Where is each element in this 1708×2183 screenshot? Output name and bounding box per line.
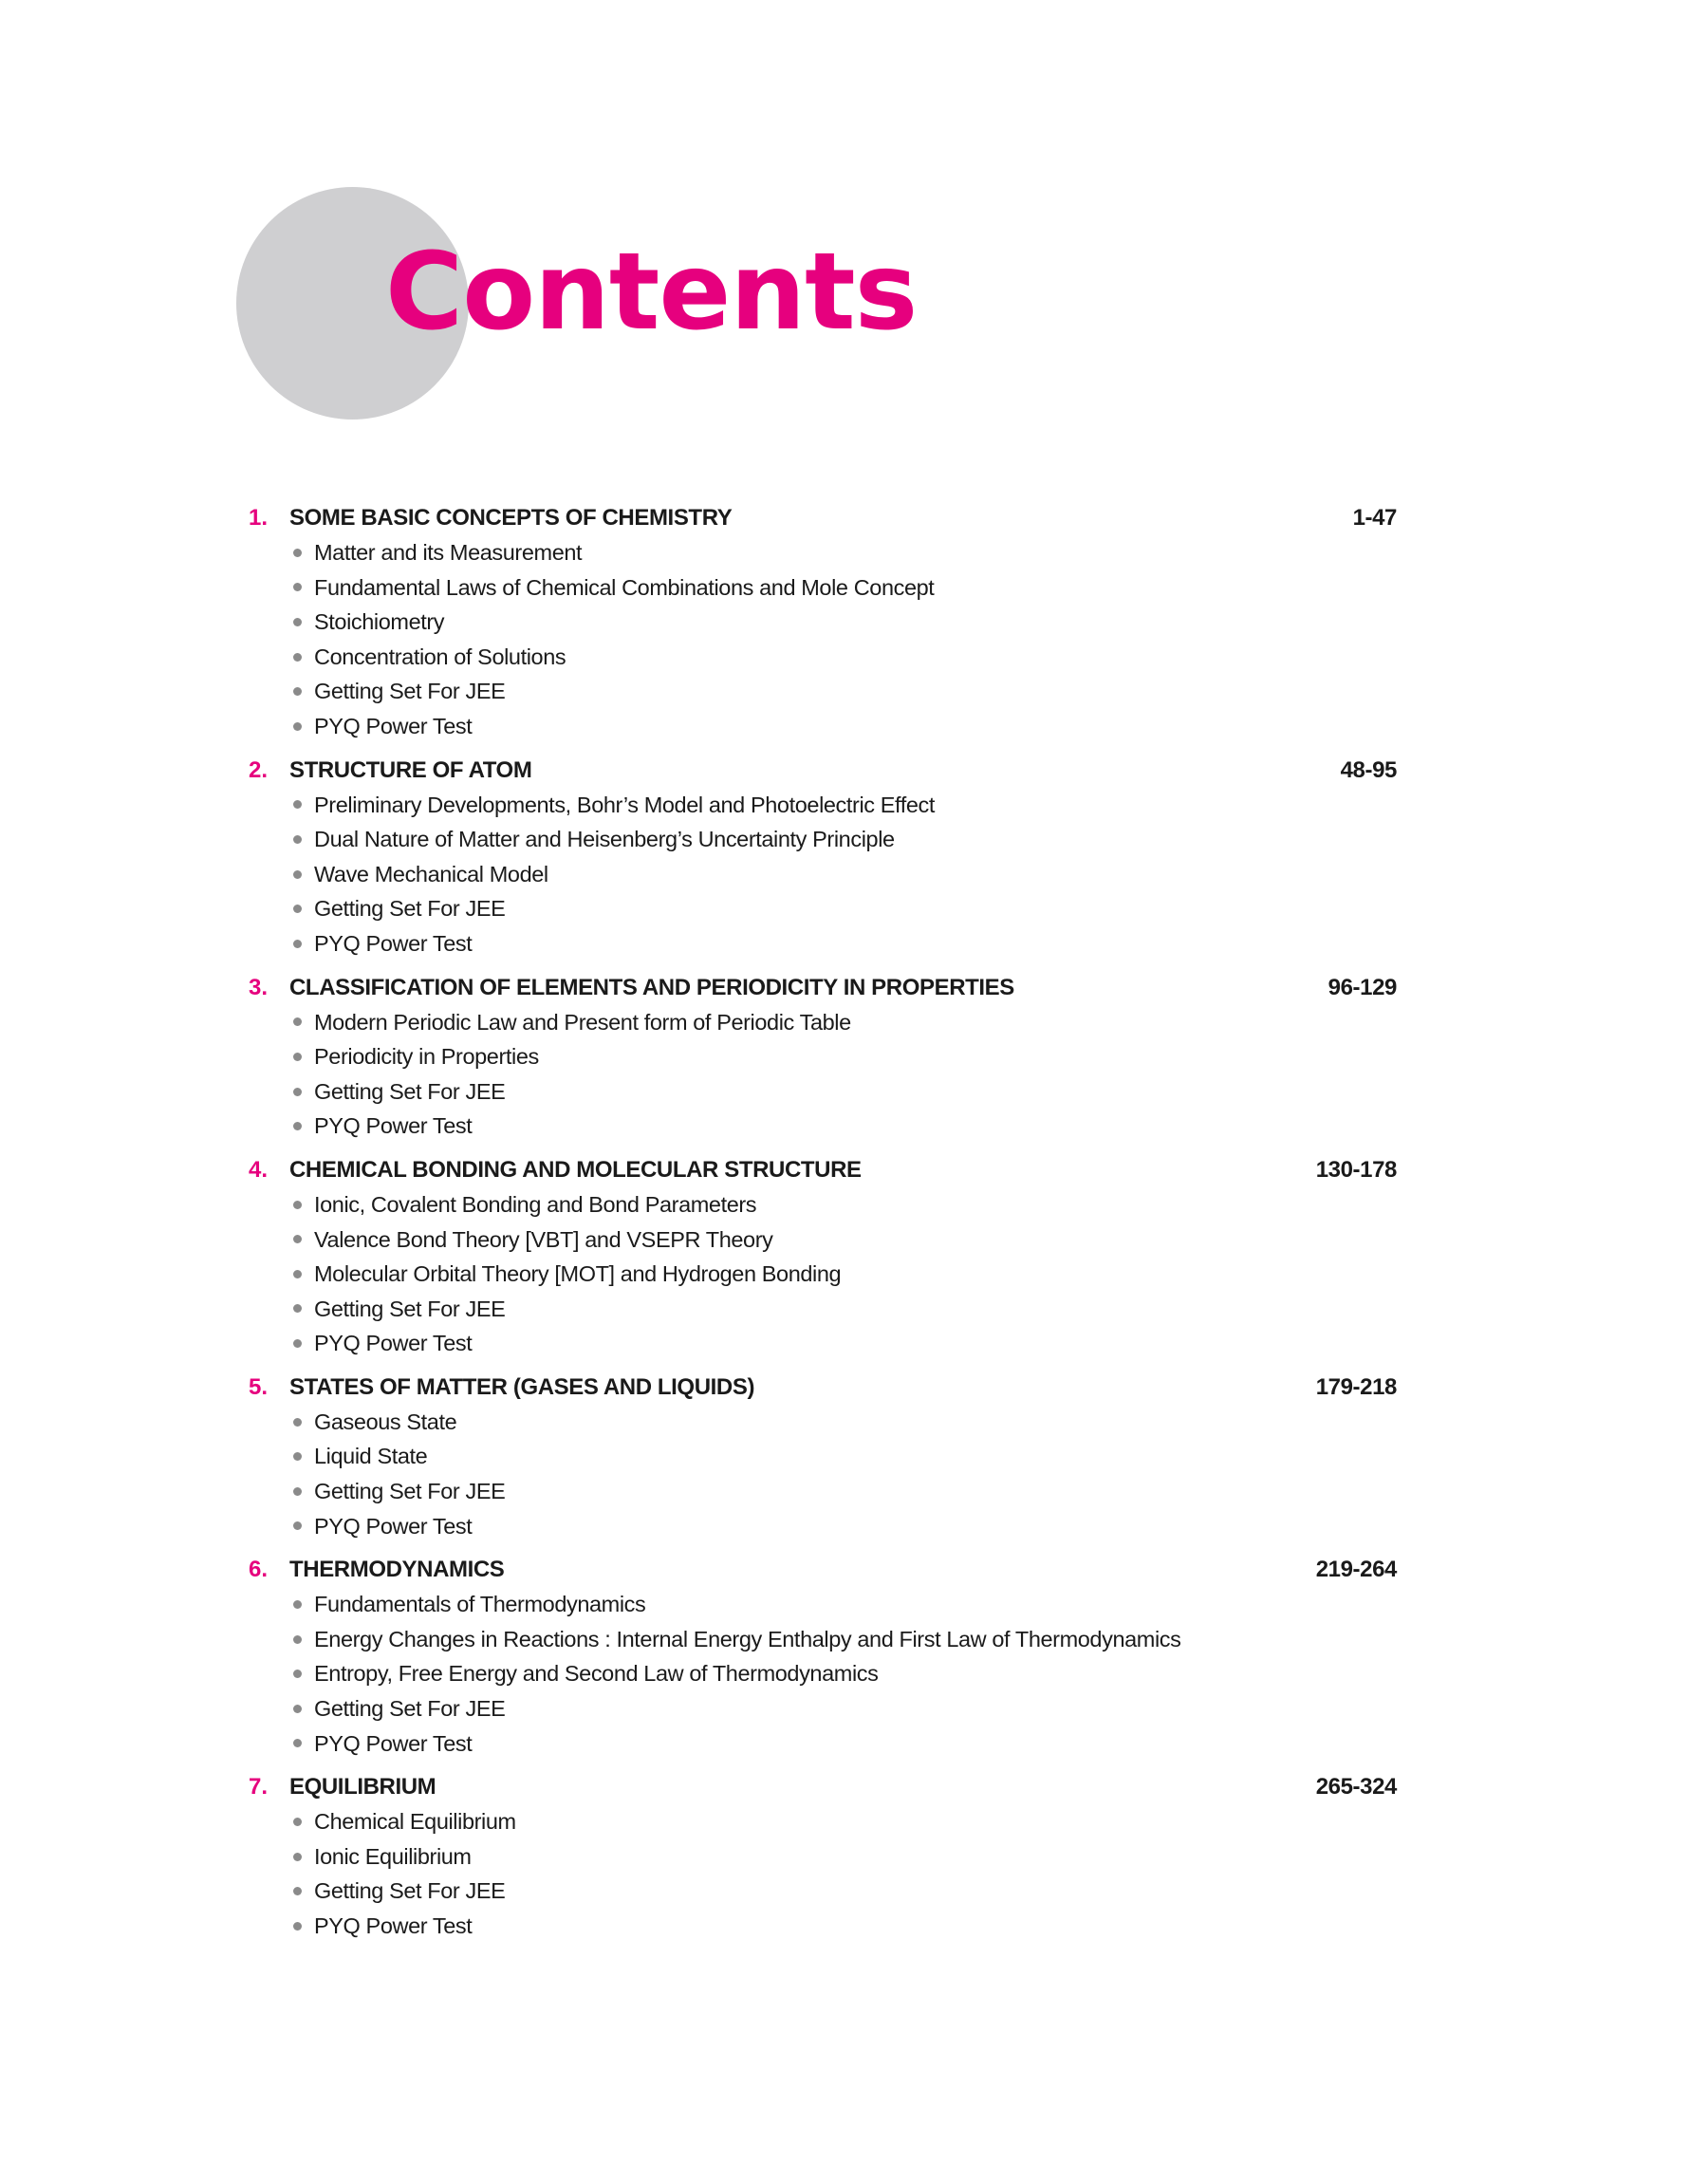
- topic-label: Getting Set For JEE: [314, 896, 506, 922]
- bullet-icon: [293, 940, 302, 948]
- toc-chapter: [249, 1553, 1397, 1761]
- topic-label: PYQ Power Test: [314, 1730, 473, 1756]
- topic-item: [289, 1622, 1397, 1657]
- toc-chapter: [249, 1770, 1397, 1943]
- topic-item: [289, 1587, 1397, 1622]
- chapter-heading: [249, 1371, 1397, 1405]
- chapter-title: EQUILIBRIUM: [289, 1774, 436, 1801]
- chapter-page-range: 48-95: [1340, 756, 1397, 783]
- topic-label: Getting Set For JEE: [314, 679, 506, 704]
- topic-label: Dual Nature of Matter and Heisenberg’s Uncertainty Principle: [314, 827, 895, 852]
- topic-item: [289, 1326, 1397, 1361]
- topic-label: PYQ Power Test: [314, 1913, 473, 1938]
- topic-label: Concentration of Solutions: [314, 644, 566, 669]
- chapter-title: THERMODYNAMICS: [289, 1557, 505, 1583]
- topic-item: [289, 1839, 1397, 1875]
- bullet-icon: [293, 870, 302, 879]
- bullet-icon: [293, 1201, 302, 1209]
- chapter-title: CLASSIFICATION OF ELEMENTS AND PERIODICITY IN PROPERTIES: [289, 974, 1014, 1000]
- topic-item: [289, 1804, 1397, 1839]
- bullet-icon: [293, 1235, 302, 1243]
- topic-list: [249, 1405, 1397, 1543]
- topic-label: Getting Set For JEE: [314, 1296, 506, 1321]
- topic-label: Ionic, Covalent Bonding and Bond Parameters: [314, 1191, 757, 1217]
- bullet-icon: [293, 722, 302, 731]
- bullet-icon: [293, 1487, 302, 1496]
- bullet-icon: [293, 800, 302, 809]
- topic-item: [289, 640, 1397, 675]
- toc-chapter: [249, 1153, 1397, 1361]
- chapter-page-range: 96-129: [1327, 974, 1397, 1000]
- topic-label: Getting Set For JEE: [314, 1078, 506, 1104]
- chapter-heading: [249, 971, 1397, 1005]
- topic-label: PYQ Power Test: [314, 930, 473, 956]
- bullet-icon: [293, 1339, 302, 1348]
- bullet-icon: [293, 905, 302, 913]
- bullet-icon: [293, 1705, 302, 1713]
- topic-label: Getting Set For JEE: [314, 1696, 506, 1722]
- chapter-page-range: 219-264: [1315, 1557, 1397, 1583]
- topic-label: Getting Set For JEE: [314, 1479, 506, 1504]
- topic-label: Modern Periodic Law and Present form of Periodic Table: [314, 1009, 851, 1035]
- topic-label: Wave Mechanical Model: [314, 861, 548, 886]
- chapter-heading: [249, 1553, 1397, 1587]
- bullet-icon: [293, 1017, 302, 1026]
- bullet-icon: [293, 1635, 302, 1644]
- chapter-title: CHEMICAL BONDING AND MOLECULAR STRUCTURE: [289, 1156, 862, 1183]
- bullet-icon: [293, 1818, 302, 1826]
- chapter-heading: [249, 754, 1397, 788]
- topic-label: Matter and its Measurement: [314, 540, 583, 565]
- topic-label: Preliminary Developments, Bohr’s Model and Photoelectric Effect: [314, 792, 936, 817]
- topic-item: [289, 570, 1397, 606]
- topic-label: PYQ Power Test: [314, 1113, 473, 1139]
- topic-label: PYQ Power Test: [314, 1513, 473, 1539]
- topic-label: Getting Set For JEE: [314, 1878, 506, 1904]
- topic-item: [289, 1109, 1397, 1144]
- bullet-icon: [293, 1088, 302, 1096]
- bullet-icon: [293, 1122, 302, 1130]
- topic-item: [289, 1039, 1397, 1074]
- bullet-icon: [293, 549, 302, 557]
- topic-item: [289, 1292, 1397, 1327]
- topic-item: [289, 822, 1397, 857]
- topic-label: PYQ Power Test: [314, 1331, 473, 1356]
- topic-item: [289, 1405, 1397, 1440]
- chapter-title: STRUCTURE OF ATOM: [289, 756, 532, 783]
- topic-list: [249, 535, 1397, 744]
- topic-label: Fundamental Laws of Chemical Combinations and Mole Concept: [314, 574, 935, 600]
- chapter-number: 2.: [249, 756, 269, 783]
- topic-item: [289, 709, 1397, 744]
- bullet-icon: [293, 1600, 302, 1609]
- chapter-number: 4.: [249, 1156, 269, 1183]
- toc-chapter: [249, 971, 1397, 1144]
- topic-list: [249, 1005, 1397, 1144]
- topic-item: [289, 605, 1397, 640]
- topic-list: [249, 788, 1397, 961]
- bullet-icon: [293, 1452, 302, 1461]
- topic-label: Stoichiometry: [314, 609, 445, 635]
- bullet-icon: [293, 1739, 302, 1747]
- chapter-page-range: 130-178: [1315, 1156, 1397, 1183]
- chapter-heading: [249, 1153, 1397, 1187]
- bullet-icon: [293, 1853, 302, 1861]
- bullet-icon: [293, 583, 302, 591]
- table-of-contents: [249, 501, 1397, 1953]
- topic-label: Gaseous State: [314, 1409, 457, 1434]
- topic-item: [289, 1691, 1397, 1726]
- chapter-number: 5.: [249, 1373, 269, 1400]
- chapter-number: 3.: [249, 974, 269, 1000]
- topic-list: [249, 1587, 1397, 1761]
- topic-label: Periodicity in Properties: [314, 1044, 539, 1070]
- bullet-icon: [293, 1521, 302, 1530]
- topic-list: [249, 1804, 1397, 1943]
- topic-item: [289, 1656, 1397, 1691]
- topic-label: Molecular Orbital Theory [MOT] and Hydrogen Bonding: [314, 1261, 842, 1287]
- bullet-icon: [293, 653, 302, 662]
- topic-item: [289, 1222, 1397, 1258]
- topic-label: Ionic Equilibrium: [314, 1843, 472, 1869]
- topic-item: [289, 1257, 1397, 1292]
- chapter-heading: [249, 1770, 1397, 1804]
- topic-label: Chemical Equilibrium: [314, 1809, 516, 1835]
- topic-item: [289, 1005, 1397, 1040]
- bullet-icon: [293, 687, 302, 696]
- bullet-icon: [293, 1304, 302, 1313]
- topic-label: Energy Changes in Reactions : Internal Energy Enthalpy and First Law of Thermodynamics: [314, 1626, 1181, 1651]
- bullet-icon: [293, 1270, 302, 1278]
- topic-item: [289, 926, 1397, 961]
- topic-item: [289, 788, 1397, 823]
- chapter-number: 1.: [249, 505, 269, 531]
- topic-item: [289, 1187, 1397, 1222]
- bullet-icon: [293, 618, 302, 626]
- chapter-page-range: 1-47: [1352, 505, 1397, 531]
- topic-item: [289, 1439, 1397, 1474]
- topic-item: [289, 1909, 1397, 1944]
- topic-item: [289, 891, 1397, 926]
- chapter-title: STATES OF MATTER (GASES AND LIQUIDS): [289, 1373, 755, 1400]
- topic-item: [289, 857, 1397, 892]
- bullet-icon: [293, 835, 302, 844]
- topic-label: Entropy, Free Energy and Second Law of Thermodynamics: [314, 1661, 879, 1687]
- topic-item: [289, 674, 1397, 709]
- topic-item: [289, 535, 1397, 570]
- bullet-icon: [293, 1922, 302, 1931]
- topic-label: Valence Bond Theory [VBT] and VSEPR Theory: [314, 1226, 773, 1252]
- chapter-heading: [249, 501, 1397, 535]
- bullet-icon: [293, 1418, 302, 1427]
- topic-item: [289, 1874, 1397, 1909]
- bullet-icon: [293, 1670, 302, 1678]
- toc-chapter: [249, 754, 1397, 961]
- chapter-number: 7.: [249, 1774, 269, 1801]
- topic-label: Fundamentals of Thermodynamics: [314, 1592, 646, 1617]
- page-title: Contents: [385, 231, 918, 354]
- topic-item: [289, 1074, 1397, 1110]
- chapter-page-range: 179-218: [1315, 1373, 1397, 1400]
- chapter-title: SOME BASIC CONCEPTS OF CHEMISTRY: [289, 505, 733, 531]
- topic-item: [289, 1509, 1397, 1544]
- bullet-icon: [293, 1053, 302, 1061]
- topic-label: Liquid State: [314, 1444, 428, 1469]
- toc-chapter: [249, 501, 1397, 744]
- toc-chapter: [249, 1371, 1397, 1543]
- topic-label: PYQ Power Test: [314, 713, 473, 738]
- topic-item: [289, 1726, 1397, 1762]
- chapter-page-range: 265-324: [1315, 1774, 1397, 1801]
- topic-list: [249, 1187, 1397, 1361]
- topic-item: [289, 1474, 1397, 1509]
- chapter-number: 6.: [249, 1557, 269, 1583]
- bullet-icon: [293, 1887, 302, 1895]
